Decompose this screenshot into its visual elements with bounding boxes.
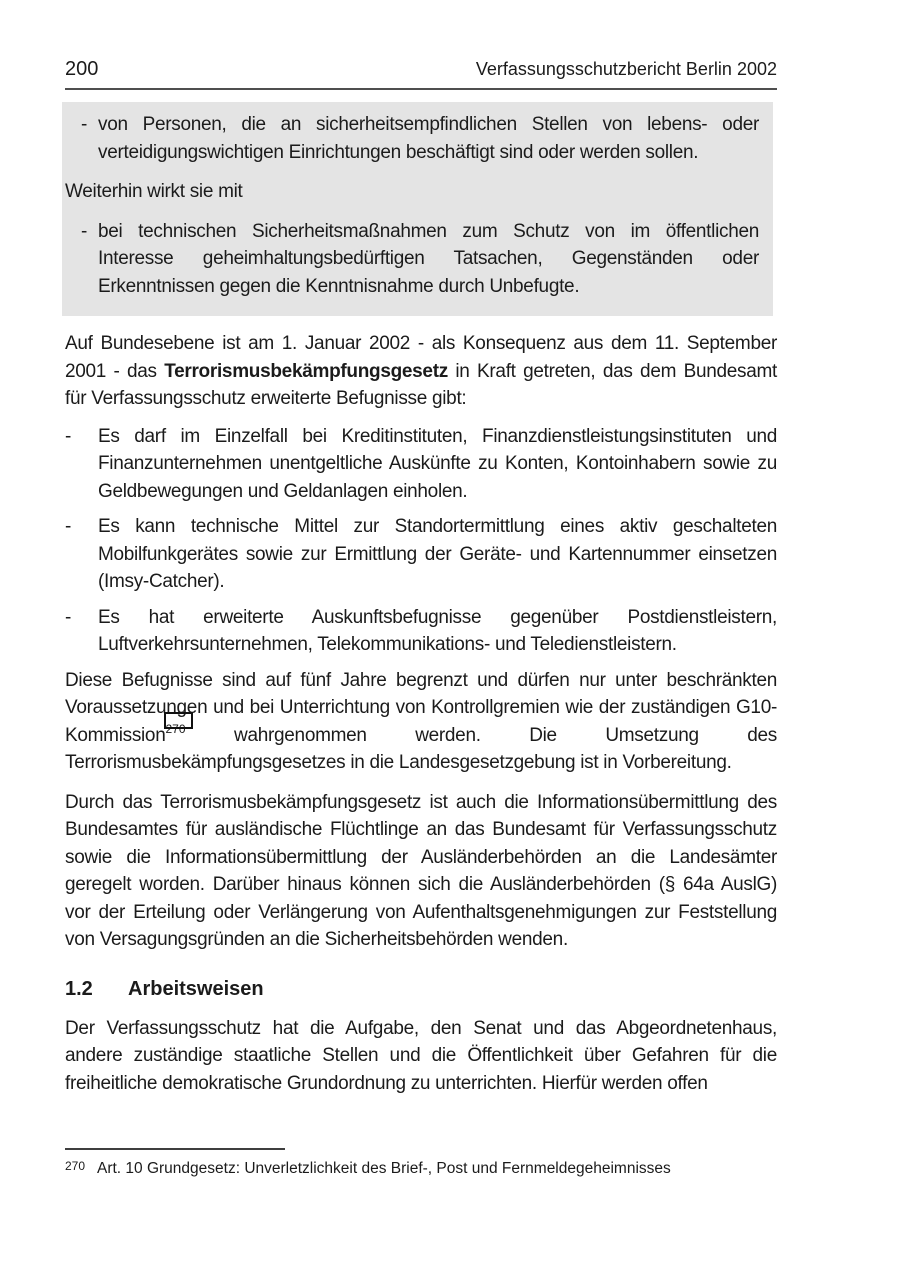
footnote-rule bbox=[65, 1148, 285, 1150]
bullet-dash-icon: - bbox=[65, 425, 72, 447]
body-bullet-3-text: Es hat erweiterte Auskunftsbefugnisse gegenüber Postdienstleistern, Luftverkehrsunternehmen, Telekommunikations- und Teledienstleistern. bbox=[98, 606, 777, 655]
highlight-plain-text: Weiterhin wirkt sie mit bbox=[65, 181, 243, 202]
footnote-270 bbox=[65, 1159, 777, 1179]
bullet-dash-icon: - bbox=[65, 516, 72, 537]
bullet-dash-icon: - bbox=[65, 606, 72, 628]
intro-paragraph bbox=[65, 330, 777, 413]
footnote-text: Art. 10 Grundgesetz: Unverletzlichkeit des Brief-, Post und Fernmeldegeheimnisses bbox=[97, 1160, 671, 1177]
bullet-dash-icon: - bbox=[81, 114, 88, 135]
arbeitsweisen-paragraph: Der Verfassungsschutz hat die Aufgabe, den Senat und das Abgeordnetenhaus, andere zuständige staatliche Stellen und die Öffentlichkeit über Gefahren für die freiheitliche demokratische Grundordnung zu unterrichten. Hierfür werden offen bbox=[65, 1017, 777, 1094]
highlight-bullet-1-text: von Personen, die an sicherheitsempfindlichen Stellen von lebens- oder verteidigungswichtigen Einrichtungen beschäftigt sind oder werden sollen. bbox=[98, 114, 759, 163]
footnote-ref-270[interactable]: 270 bbox=[165, 722, 186, 737]
body-bullet-1 bbox=[65, 423, 777, 506]
highlight-box bbox=[62, 102, 773, 316]
section-heading bbox=[65, 978, 777, 1001]
body-bullet-2 bbox=[65, 513, 777, 596]
befugnisse-paragraph bbox=[65, 667, 777, 777]
footnote-area bbox=[65, 1148, 777, 1179]
text-run: Diese Befugnisse sind auf fünf Jahre begrenzt und dürfen nur unter beschränkten Voraussetzungen und bei Unterrichtung von Kontrollgremien wie der zuständigen G10-Kommission bbox=[65, 669, 777, 746]
running-title: Verfassungsschutzbericht Berlin 2002 bbox=[475, 59, 777, 79]
highlight-bullet-1 bbox=[65, 111, 759, 166]
body-bullet-1-text: Es darf im Einzelfall bei Kreditinstituten, Finanzdienstleistungsinstituten und Finanzunternehmen unentgeltliche Auskünfte zu Konten, Kontoinhabern sowie zu Geldbewegungen und Geldanlagen einholen. bbox=[98, 425, 777, 502]
text-run: wahrgenommen werden. Die Umsetzung des Terrorismusbekämpfungsgesetzes in die Landesgesetzgebung ist in Vorbereitung. bbox=[65, 724, 777, 773]
page-number: 200 bbox=[65, 58, 99, 80]
footnote-marker: 270 bbox=[65, 1159, 86, 1173]
bullet-dash-icon: - bbox=[81, 220, 88, 242]
body-bullet-2-text: Es kann technische Mittel zur Standortermittlung eines aktiv geschalteten Mobilfunkgerätes sowie zur Ermittlung der Geräte- und Kartennummer einsetzen (Imsy-Catcher). bbox=[98, 516, 777, 592]
bold-text: Terrorismusbekämpfungsgesetz bbox=[164, 360, 448, 382]
section-number: 1.2 bbox=[65, 977, 93, 1000]
body-bullet-3 bbox=[65, 604, 777, 659]
uebermittlung-paragraph: Durch das Terrorismusbekämpfungsgesetz ist auch die Informationsübermittlung des Bundesamtes für ausländische Flüchtlinge an das Bundesamt für Verfassungsschutz sowie die Informationsübermittlung der Ausländerbehörden an die Landesämter geregelt worden. Darüber hinaus können sich die Ausländerbehörden (§ 64a AuslG) vor der Erteilung oder Verlängerung von Aufenthaltsgenehmigungen zur Feststellung von Versagungsgründen an die Sicherheitsbehörden wenden. bbox=[65, 791, 777, 950]
text-run: in Kraft getreten, das dem Bundesamt für Verfassungsschutz erweiterte Befugnisse gibt: bbox=[65, 360, 777, 409]
page-header bbox=[65, 58, 777, 90]
highlight-bullet-2-text: bei technischen Sicherheitsmaßnahmen zum Schutz von im öffentlichen Interesse geheimhaltungsbedürftigen Tatsachen, Gegenständen oder Erkenntnissen gegen die Kenntnisnahme durch Unbefugte. bbox=[98, 220, 759, 297]
text-run: Auf Bundesebene ist am 1. Januar 2002 - als Konsequenz aus dem 11. September 2001 - das bbox=[65, 333, 777, 382]
section-title: Arbeitsweisen bbox=[128, 977, 264, 1000]
highlight-bullet-2 bbox=[65, 218, 759, 301]
highlight-plain-line bbox=[65, 178, 759, 206]
